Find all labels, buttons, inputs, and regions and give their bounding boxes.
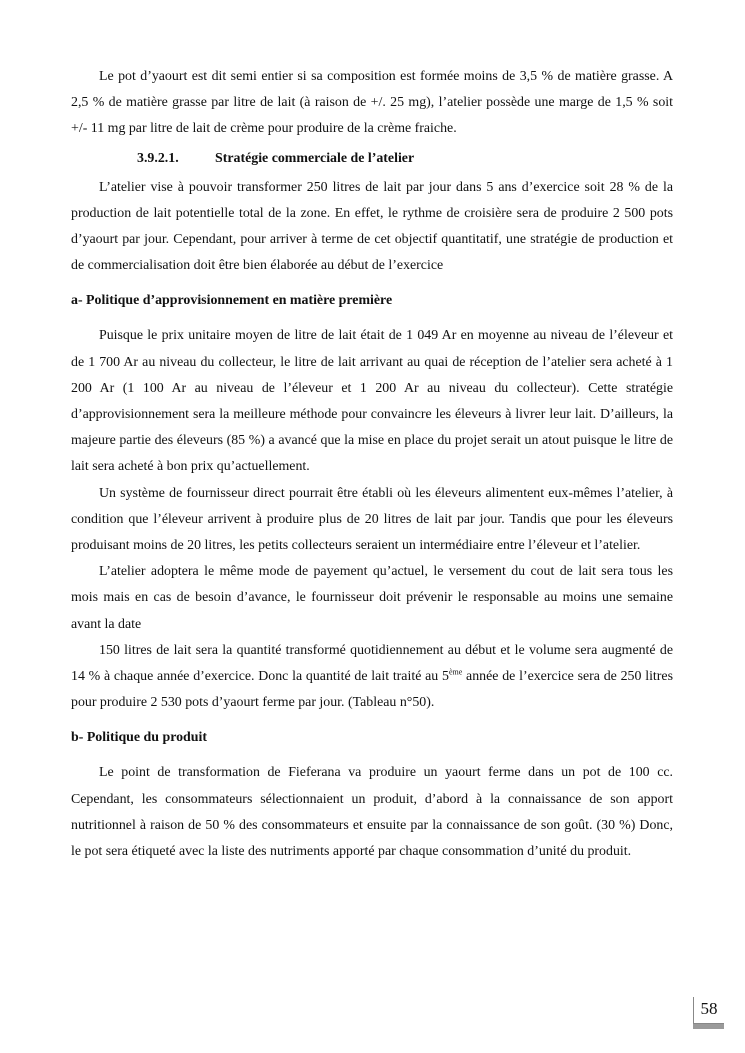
subsection-heading <box>137 146 673 172</box>
paragraph-fournisseur: Un système de fournisseur direct pourrait être établi où les éleveurs alimentent eux-mêmes l’atelier, à condition que l’éleveur arrivent à produire plus de 20 litres de lait par jour. Tandis que pour les éleveurs produisant moins de 20 litres, les petits collecteurs seraient un intermédiaire entre l’éleveur et l’atelier. <box>71 485 673 554</box>
quantite-text-start: 150 litres de lait sera la quantité transformé quotidiennement au début et le volume sera augmenté de 14 % à chaque année d’exercice. Donc la quantité de lait traité au 5 <box>71 642 673 685</box>
paragraph-produit: Le point de transformation de Fieferana va produire un yaourt ferme dans un pot de 100 cc. Cependant, les consommateurs sélectionnaient un produit, d’abord à la connaissance de son apport nutritionnel à raison de 50 % des consommateurs et ensuite par la connaissance de son goût. (30 %) Donc, le pot sera étiqueté avec la liste des nutriments apporté par chaque consommation d’unité du produit. <box>71 765 673 860</box>
paragraph-yaourt-composition: Le pot d’yaourt est dit semi entier si sa composition est formée moins de 3,5 % de matière grasse. A 2,5 % de matière grasse par litre de lait (à raison de +/. 25 mg), l’atelier possède une marge de 1,5 % soit +/- 11 mg par litre de lait de crème pour produire de la crème fraiche. <box>71 69 673 137</box>
quantite-text-end: année de l’exercice sera de 250 litres pour produire 2 530 pots d’yaourt ferme par jour. (Tableau n°50). <box>71 669 673 711</box>
page-number: 58 <box>693 997 724 1024</box>
subsection-number: 3.9.2.1. <box>137 150 179 166</box>
heading-approvisionnement: a- Politique d’approvisionnement en matière première <box>71 293 393 309</box>
heading-produit: b- Politique du produit <box>71 730 207 746</box>
superscript-eme: ème <box>448 667 463 677</box>
document-body <box>71 64 673 865</box>
subsection-title: Stratégie commerciale de l’atelier <box>215 150 415 166</box>
paragraph-prix: Puisque le prix unitaire moyen de litre de lait était de 1 049 Ar en moyenne au niveau de l’éleveur et de 1 700 Ar au niveau du collecteur, le litre de lait arrivant au quai de réception de l’atelier sera acheté à 1 200 Ar (1 100 Ar au niveau de l’éleveur et 1 200 Ar au niveau du collecteur). Cette stratégie d’approvisionnement sera la meilleure méthode pour convaincre les éleveurs à livrer leur lait. D’ailleurs, la majeure partie des éleveurs (85 %) a avancé que la mise en place du projet serait un atout puisque le litre de lait sera acheté à bon prix qu’actuellement. <box>71 328 673 475</box>
paragraph-objectif: L’atelier vise à pouvoir transformer 250 litres de lait par jour dans 5 ans d’exercice soit 28 % de la production de lait potentielle total de la zone. En effet, le rythme de croisière sera de produire 2 500 pots d’yaourt par jour. Cependant, pour arriver à terme de cet objectif quantitatif, une stratégie de production et de commercialisation doit être bien élaborée au début de l’exercice <box>71 179 673 274</box>
paragraph-quantite <box>71 638 673 717</box>
page-number-bar <box>693 1024 724 1029</box>
paragraph-payement: L’atelier adoptera le même mode de payement qu’actuel, le versement du cout de lait sera tous les mois mais en cas de besoin d’avance, le fournisseur doit prévenir le responsable au moins une semaine avant la date <box>71 564 673 632</box>
